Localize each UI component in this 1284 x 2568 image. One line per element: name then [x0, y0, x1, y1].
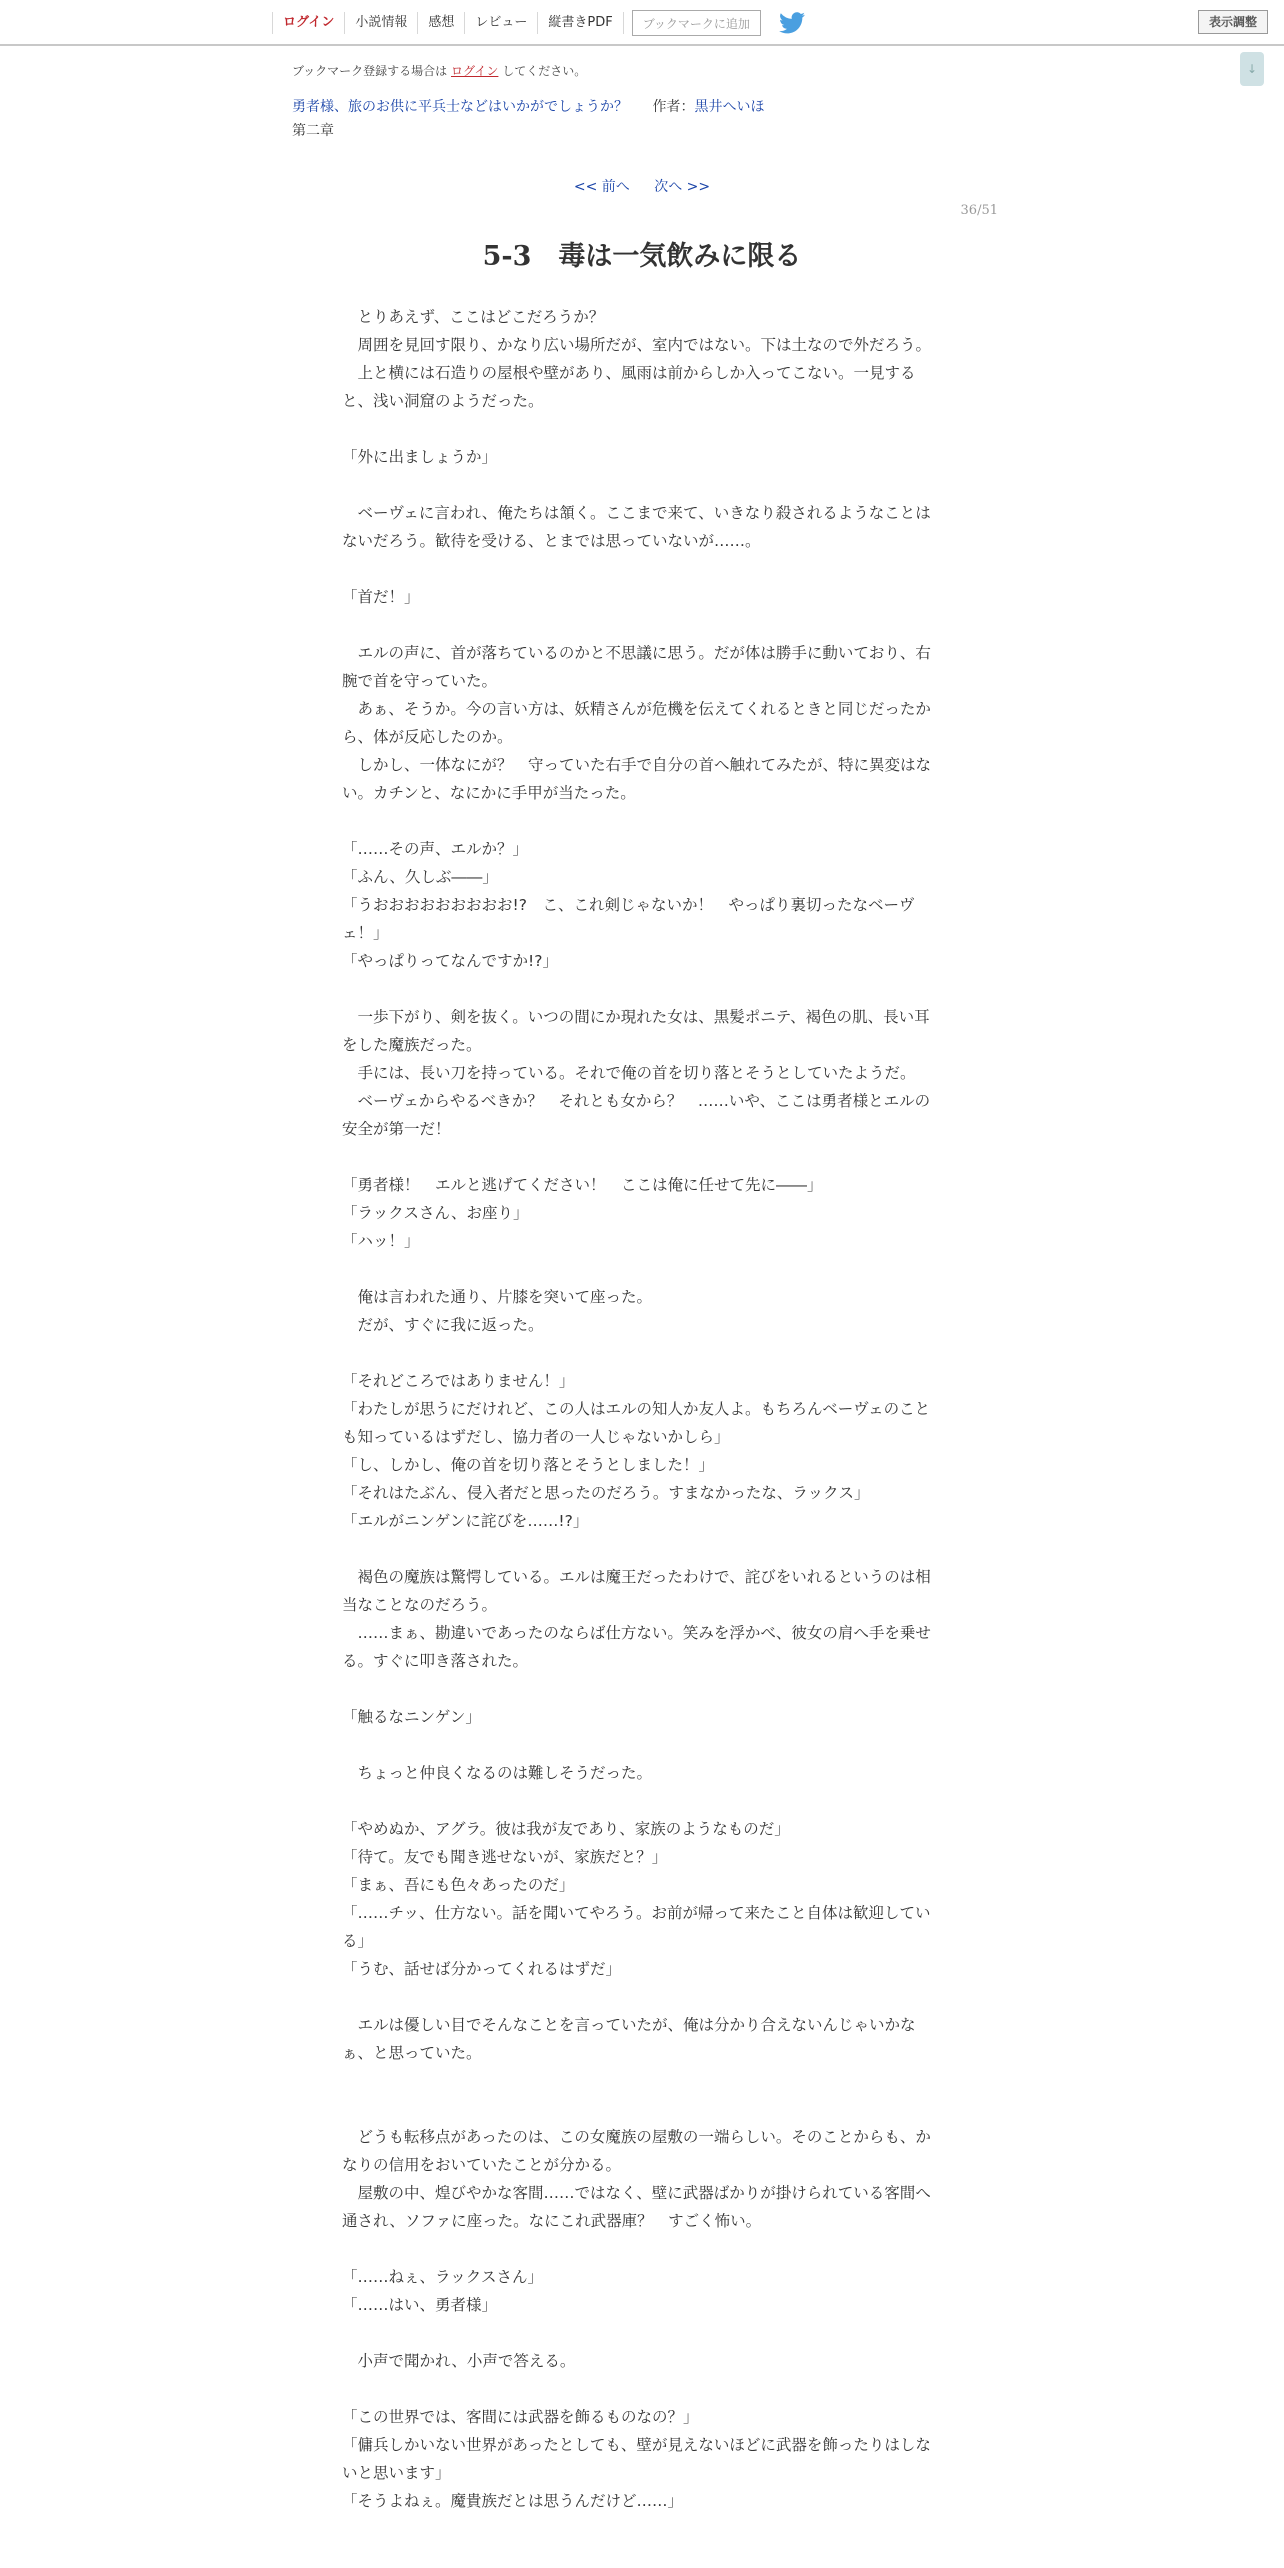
body-paragraph: 「ラックスさん、お座り」: [342, 1204, 529, 1222]
body-paragraph: ベーヴェからやるべきか？ それとも女から？ ……いや、ここは勇者様とエルの安全が第一だ！: [342, 1092, 931, 1138]
body-paragraph: 「ハッ！」: [342, 1232, 420, 1250]
episode-title: 5-3 毒は一気飲みに限る: [482, 241, 802, 272]
body-paragraph: 「それどころではありません！」: [342, 1372, 575, 1390]
impressions-link[interactable]: 感想: [417, 12, 464, 34]
body-paragraph: 「わたしが思うにだけれど、この人はエルの知人か友人よ。もちろんベーヴェのことも知っているはずだし、協力者の一人じゃないかしら」: [342, 1400, 931, 1446]
body-paragraph: [342, 2067, 942, 2095]
body-paragraph: 「外に出ましょうか」: [342, 448, 498, 466]
body-paragraph: 「そうよねぇ。魔貴族だとは思うんだけど……」: [342, 2492, 684, 2510]
body-paragraph: [342, 611, 942, 639]
body-paragraph: [342, 1143, 942, 1171]
body-paragraph: [342, 1535, 942, 1563]
review-link[interactable]: レビュー: [464, 12, 537, 34]
login-link[interactable]: ログイン: [272, 12, 344, 34]
body-paragraph: 「やっぱりってなんですか!?」: [342, 952, 558, 970]
body-paragraph: 「やめぬか、アグラ。彼は我が友であり、家族のようなものだ」: [342, 1820, 790, 1838]
novel-info-link[interactable]: 小説情報: [344, 12, 417, 34]
body-paragraph: [342, 1731, 942, 1759]
scroll-down-tab[interactable]: ↓: [1240, 52, 1264, 86]
body-paragraph: 「うおおおおおおおおお!? こ、これ剣じゃないか！ やっぱり裏切ったなベーヴェ！」: [342, 896, 915, 942]
body-paragraph: [342, 1255, 942, 1283]
body-paragraph: 「ふん、久しぶ――」: [342, 868, 498, 886]
body-paragraph: [342, 1787, 942, 1815]
body-paragraph: ……まぁ、勘違いであったのならば仕方ない。笑みを浮かべ、彼女の肩へ手を乗せる。すぐに叩き落された。: [342, 1624, 931, 1670]
body-paragraph: 「エルがニンゲンに詫びを……!?」: [342, 1512, 589, 1530]
body-paragraph: 「……チッ、仕方ない。話を聞いてやろう。お前が帰って来たこと自体は歓迎している」: [342, 1904, 931, 1950]
body-paragraph: ベーヴェに言われ、俺たちは頷く。ここまで来て、いきなり殺されるようなことはないだろう。歓待を受ける、とまでは思っていないが……。: [342, 504, 931, 550]
bookmark-login-link[interactable]: ログイン: [451, 64, 499, 78]
novel-body: [342, 303, 942, 2515]
body-paragraph: とりあえず、ここはどこだろうか？: [342, 308, 605, 326]
body-paragraph: [342, 1339, 942, 1367]
body-paragraph: しかし、一体なにが？ 守っていた右手で自分の首へ触れてみたが、特に異変はない。カチンと、なにかに手甲が当たった。: [342, 756, 932, 802]
prev-page-link[interactable]: << 前へ: [573, 179, 630, 195]
body-paragraph: 「し、しかし、俺の首を切り落とそうとしました！」: [342, 1456, 715, 1474]
add-bookmark-button[interactable]: ブックマークに追加: [632, 10, 761, 36]
body-paragraph: 小声で聞かれ、小声で答える。: [342, 2352, 576, 2370]
author-label: 作者：: [652, 99, 695, 115]
body-paragraph: 「この世界では、客間には武器を飾るものなの？」: [342, 2408, 699, 2426]
body-paragraph: エルの声に、首が落ちているのかと不思議に思う。だが体は勝手に動いており、右腕で首を守っていた。: [342, 644, 931, 690]
body-paragraph: エルは優しい目でそんなことを言っていたが、俺は分かり合えないんじゃいかなぁ、と思っていた。: [342, 2016, 916, 2062]
chapter-title: 第二章: [292, 123, 334, 139]
body-paragraph: 「それはたぶん、侵入者だと思ったのだろう。すまなかったな、ラックス」: [342, 1484, 870, 1502]
novel-title-link[interactable]: 勇者様、旅のお供に平兵士などはいかがでしょうか？: [292, 99, 628, 115]
body-paragraph: 手には、長い刀を持っている。それで俺の首を切り落とそうとしていたようだ。: [342, 1064, 916, 1082]
novel-info-line: [292, 96, 764, 116]
body-paragraph: [342, 471, 942, 499]
body-paragraph: どうも転移点があったのは、この女魔族の屋敷の一端らしい。そのことからも、かなりの信用をおいていたことが分かる。: [342, 2128, 931, 2174]
body-paragraph: 「傭兵しかいない世界があったとしても、壁が見えないほどに武器を飾ったりはしないと思います」: [342, 2436, 931, 2482]
body-paragraph: 一歩下がり、剣を抜く。いつの間にか現れた女は、黒髪ポニテ、褐色の肌、長い耳をした魔族だった。: [342, 1008, 930, 1054]
body-paragraph: あぁ、そうか。今の言い方は、妖精さんが危機を伝えてくれるときと同じだったから、体が反応したのか。: [342, 700, 931, 746]
body-paragraph: 俺は言われた通り、片膝を突いて座った。: [342, 1288, 653, 1306]
body-paragraph: 周囲を見回す限り、かなり広い場所だが、室内ではない。下は土なので外だろう。: [342, 336, 932, 354]
body-paragraph: 「まぁ、吾にも色々あったのだ」: [342, 1876, 575, 1894]
body-paragraph: [342, 2375, 942, 2403]
bookmark-note-suffix: してください。: [502, 64, 587, 78]
body-paragraph: [342, 2235, 942, 2263]
nav-links: [272, 0, 805, 46]
body-paragraph: 「うむ、話せば分かってくれるはずだ」: [342, 1960, 622, 1978]
twitter-icon[interactable]: [779, 12, 805, 34]
body-paragraph: [342, 1675, 942, 1703]
bookmark-note: [292, 62, 586, 79]
body-paragraph: 上と横には石造りの屋根や壁があり、風雨は前からしか入ってこない。一見すると、浅い洞窟のようだった。: [342, 364, 916, 410]
body-paragraph: [342, 807, 942, 835]
top-navigation-bar: [0, 0, 1284, 46]
pager: [0, 176, 1284, 196]
body-paragraph: 褐色の魔族は驚愕している。エルは魔王だったわけで、詫びをいれるというのは相当なことなのだろう。: [342, 1568, 931, 1614]
vertical-pdf-link[interactable]: 縦書きPDF: [537, 12, 623, 34]
body-paragraph: 「待て。友でも聞き逃せないが、家族だと？」: [342, 1848, 668, 1866]
body-paragraph: 「……ねぇ、ラックスさん」: [342, 2268, 544, 2286]
page-count: 36/51: [960, 203, 998, 218]
body-paragraph: 「首だ！」: [342, 588, 420, 606]
body-paragraph: [342, 2095, 942, 2123]
body-paragraph: 「……その声、エルか？」: [342, 840, 529, 858]
next-page-link[interactable]: 次へ >>: [654, 179, 711, 195]
body-paragraph: ちょっと仲良くなるのは難しそうだった。: [342, 1764, 653, 1782]
body-paragraph: だが、すぐに我に返った。: [342, 1316, 544, 1334]
body-paragraph: 屋敷の中、煌びやかな客間……ではなく、壁に武器ばかりが掛けられている客間へ通され、ソファに座った。なにこれ武器庫？ すごく怖い。: [342, 2184, 931, 2230]
body-paragraph: [342, 555, 942, 583]
body-paragraph: 「勇者様！ エルと逃げてください！ ここは俺に任せて先に――」: [342, 1176, 823, 1194]
display-settings-button[interactable]: 表示調整: [1198, 10, 1268, 34]
body-paragraph: [342, 975, 942, 1003]
author-link[interactable]: 黒井へいほ: [694, 99, 765, 115]
body-paragraph: [342, 2319, 942, 2347]
body-paragraph: 「……はい、勇者様」: [342, 2296, 498, 2314]
body-paragraph: [342, 1983, 942, 2011]
bookmark-note-prefix: ブックマーク登録する場合は: [292, 64, 448, 78]
body-paragraph: [342, 415, 942, 443]
body-paragraph: 「触るなニンゲン」: [342, 1708, 481, 1726]
